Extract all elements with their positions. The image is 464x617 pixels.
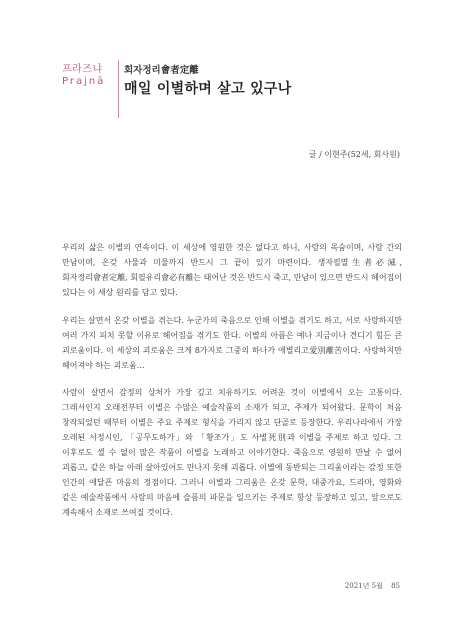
issue-date: 2021년 5월 xyxy=(344,582,383,590)
brand-korean: 프라즈냐 xyxy=(62,64,103,75)
article-title: 매일 이별하며 살고 있구나 xyxy=(124,81,292,97)
article-byline: 글 / 이현주(52세, 회사원) xyxy=(308,150,400,159)
paragraph-3: 사람이 살면서 감정의 상처가 가장 깊고 치유하기도 어려운 것이 이별에서 오는 고통이다. 그래서인지 오래전부터 이별은 수많은 예술작품의 소재가 되고, 주제가 되어왔다. 문학이 처음 창작되었던 때부터 이별은 주요 주제로 형식을 가리지 않고 단골로 등장한다. 우리나라에서 가장 오래된 서정시인, 「공무도하가」와 「황조가」도 사별死別과 이별을 주제로 하고 있다. 그 이후로도 셀 수 없이 많은 작품이 이별을 노래하고 이야기한다. 죽음으로 영원히 만날 수 없어 괴롭고, 같은 하늘 아래 살아있어도 만나지 못해 괴롭다. 이별에 동반되는 그리움이라는 감정 또한 인간의 애달픈 마음의 정점이다. 그러니 이별과 그리움은 온갖 문학, 대중가요, 드라마, 영화와 같은 예술작품에서 사람의 마음에 슬픔의 파문을 일으키는 주제로 항상 등장하고 있고, 앞으로도 계속해서 소재로 쓰여질 것이다. xyxy=(62,388,402,517)
paragraph-2: 우리는 살면서 온갖 이별을 겪는다. 누군가의 죽음으로 인해 이별을 겪기도 하고, 서로 사랑하지만 여러 가지 피치 못할 이유로 헤어짐을 겪기도 한다. 이별의 아픔은 예나 지금이나 견디기 힘든 큰 괴로움이다. 이 세상의 괴로움은 크게 8가지로 그중의 하나가 애별리고愛別離苦이다. 사랑하지만 헤어져야 하는 괴로움… xyxy=(62,316,402,370)
article-kicker: 회자정리會者定離 xyxy=(124,65,199,76)
brand-latin: Prajnā xyxy=(62,76,106,87)
article-body xyxy=(62,240,402,533)
header-divider xyxy=(118,60,119,118)
page-footer xyxy=(339,581,400,591)
paragraph-1: 우리의 삶은 이별의 연속이다. 이 세상에 영원한 것은 없다고 하니, 사람의 목숨이며, 사람 간의 만남이며, 온갖 사물과 미물까지 반드시 그 끝이 있기 마련이다. 생자필멸生者必滅, 회자정리會者定離, 회필유리會必有離는 태어난 것은 반드시 죽고, 만남이 있으면 반드시 헤어짐이 있다는 이 세상 원리를 담고 있다. xyxy=(62,243,402,297)
page-number: 85 xyxy=(391,582,400,590)
section-brand xyxy=(62,64,114,88)
